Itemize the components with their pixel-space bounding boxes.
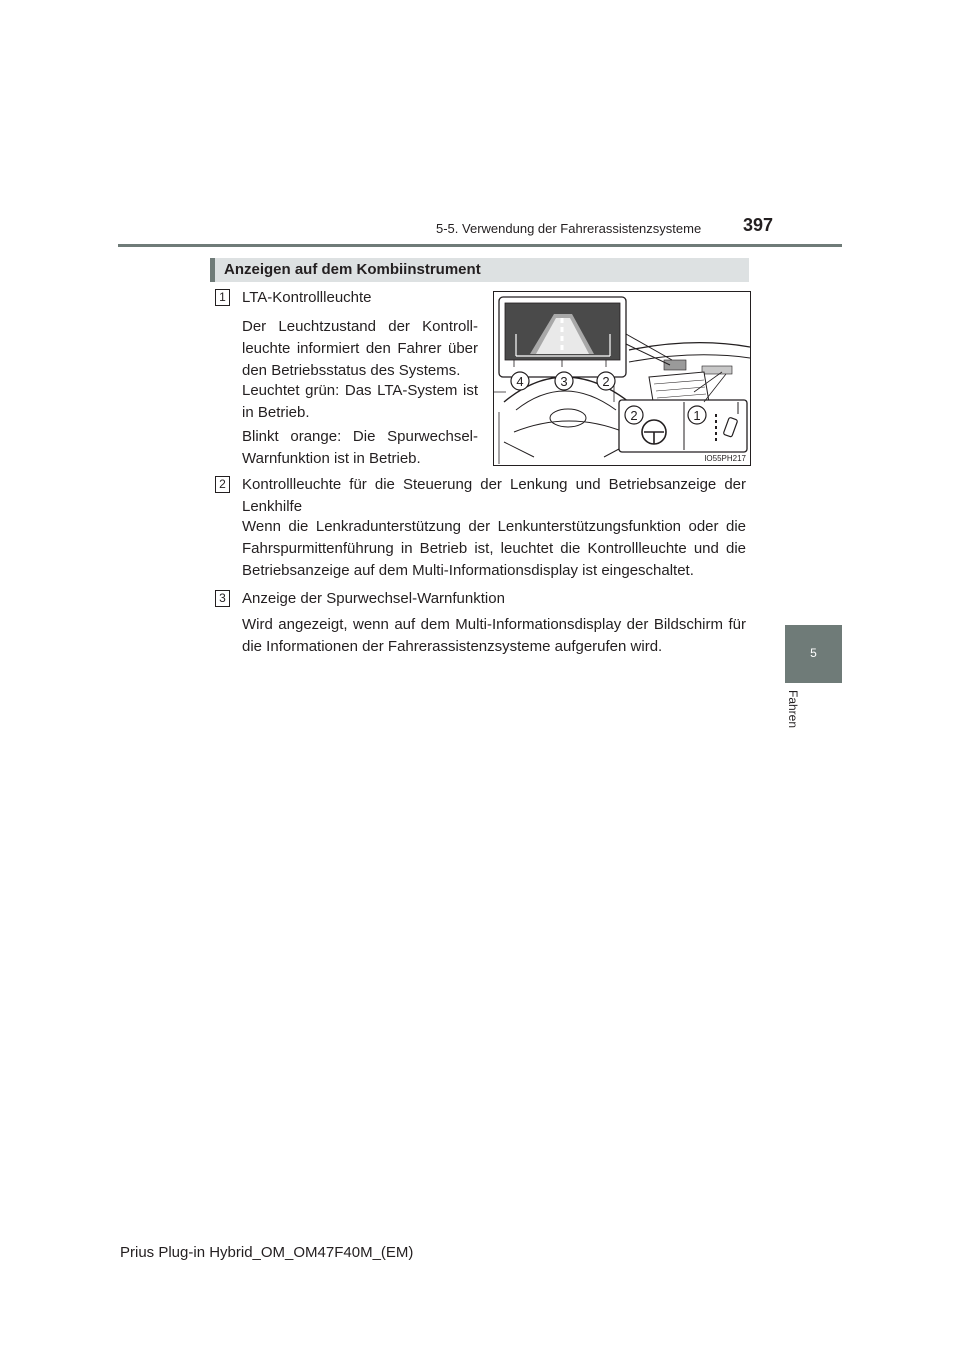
item-number-badge: 1	[215, 289, 230, 306]
running-header-section: 5-5. Verwendung der Fahrerassistenzsysteme	[436, 221, 702, 236]
section-heading-accent	[210, 258, 215, 282]
footer-model-code: Prius Plug-in Hybrid_OM_OM47F40M_(EM)	[120, 1244, 414, 1261]
item-paragraph: Der Leuchtzustand der Kontroll-leuchte informiert den Fahrer über den Betriebsstatus des Systems.	[242, 318, 478, 379]
item-paragraph: Wird angezeigt, wenn auf dem Multi-Informationsdisplay der Bildschirm für die Informationen der Fahrerassistenzsysteme aufgerufen wird.	[242, 616, 746, 655]
item-number-badge: 3	[215, 590, 230, 607]
header-divider	[118, 244, 842, 247]
callout-number: 3	[560, 374, 568, 389]
page-number: 397	[743, 215, 774, 235]
item-paragraph: Wenn die Lenkradunterstützung der Lenkunterstützungsfunktion oder die Fahrspurmittenführung in Betrieb ist, leuchtet die Kontrollleuchte und die Betriebsanzeige auf dem Multi-Informationsdisplay ist eingeschaltet.	[242, 518, 746, 579]
callout-number: 2	[630, 408, 638, 423]
section-heading-bar	[210, 258, 749, 282]
figure-code: IO55PH217	[704, 454, 746, 463]
chapter-tab-number: 5	[810, 646, 817, 660]
item-title: LTA-Kontrollleuchte	[242, 289, 372, 306]
item-title: Anzeige der Spurwechsel-Warnfunktion	[242, 590, 505, 607]
callout-number: 2	[602, 374, 610, 389]
item-title: Kontrollleuchte für die Steuerung der Lenkung und Betriebsanzeige der Lenkhilfe	[242, 476, 746, 515]
chapter-tab-label	[786, 690, 800, 750]
section-heading: Anzeigen auf dem Kombiinstrument	[224, 261, 481, 278]
cluster-drawing	[494, 292, 750, 465]
callout-number: 1	[693, 408, 701, 423]
chapter-tab-label-text: Fahren	[786, 690, 800, 729]
instrument-cluster-illustration	[493, 291, 751, 466]
item-paragraph: Blinkt orange: Die Spurwechsel-Warnfunktion ist in Betrieb.	[242, 428, 478, 467]
item-paragraph: Leuchtet grün: Das LTA-System ist in Betrieb.	[242, 382, 478, 421]
chapter-tab[interactable]	[785, 625, 842, 683]
item-number-badge: 2	[215, 476, 230, 493]
callout-number: 4	[516, 374, 524, 389]
